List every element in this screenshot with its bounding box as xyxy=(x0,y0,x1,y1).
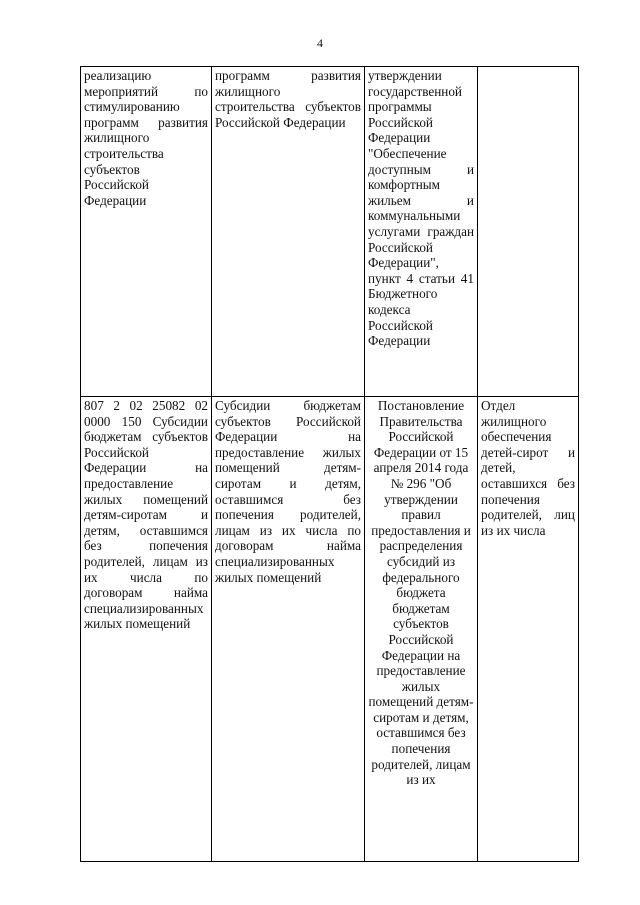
cell-legal-basis: утверждении государственной программы Российской Федерации "Обеспечение доступным и комфортным жильем и коммунальными услугами граждан Российской Федерации", пункт 4 статьи 41 Бюджетного кодекса Российской Федерации xyxy=(365,67,478,397)
cell-department xyxy=(478,67,579,397)
cell-department: Отдел жилищного обеспечения детей-сирот и детей, оставшихся без попечения родителей, лиц из их числа xyxy=(478,397,579,862)
document-table xyxy=(80,66,579,862)
cell-subsidy-name: Субсидии бюджетам субъектов Российской Федерации на предоставление жилых помещений детям-сиротам и детям, оставшимся без попечения родителей, лицам из их числа по договорам найма специализированных жилых помещений xyxy=(212,397,365,862)
page-number: 4 xyxy=(317,36,323,50)
cell-legal-basis: Постановление Правительства Российской Федерации от 15 апреля 2014 года № 296 "Об утверждении правил предоставления и распределения субсидий из федерального бюджета бюджетам субъектов Российской Федерации на предоставление жилых помещений детям-сиротам и детям, оставшимся без попечения родителей, лицам из их xyxy=(365,397,478,862)
table-row xyxy=(81,397,579,862)
cell-code-name: 807 2 02 25082 02 0000 150 Субсидии бюджетам субъектов Российской Федерации на предоставление жилых помещений детям-сиротам и детям, оставшимся без попечения родителей, лицам из их числа по договорам найма специализированных жилых помещений xyxy=(81,397,212,862)
cell-code-name: реализацию мероприятий по стимулированию программ развития жилищного строительства субъектов Российской Федерации xyxy=(81,67,212,397)
table-row xyxy=(81,67,579,397)
cell-subsidy-name: программ развития жилищного строительства субъектов Российской Федерации xyxy=(212,67,365,397)
